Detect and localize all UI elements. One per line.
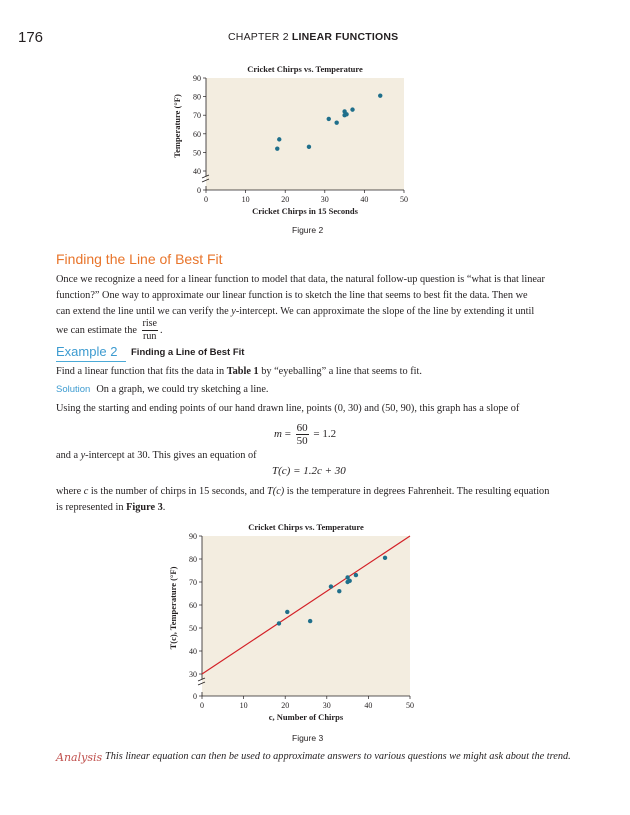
using-line: Using the starting and ending points of our hand drawn line, points (0, 30) and (50, 90), this graph has a slope of	[56, 403, 520, 414]
header-title: LINEAR FUNCTIONS	[291, 31, 399, 43]
y-tick-label: 90	[193, 74, 201, 83]
data-point	[277, 137, 281, 141]
solution-line: Solution On a graph, we could try sketching a line.	[56, 384, 269, 395]
y-tick-label: 60	[193, 129, 201, 139]
intercept-line: and a y-intercept at 30. This gives an equation of	[56, 450, 257, 461]
figure-3-caption: Figure 3	[292, 733, 324, 743]
plot-background	[206, 78, 404, 190]
example-label: Example 2	[56, 344, 118, 359]
para-line: we can estimate the $\frac{\text{rise}}{\text{run}}$ .	[56, 318, 163, 342]
x-tick-label: 0	[204, 195, 208, 204]
y-tick-label: 70	[189, 578, 197, 587]
para-line: Once we recognize a need for a linear function to model that data, the natural follow-up question is “what is that linear	[56, 274, 545, 285]
x-tick-label: 50	[400, 195, 408, 204]
x-axis-label: Cricket Chirps in 15 Seconds	[252, 206, 358, 216]
y-tick-label: 80	[193, 92, 201, 102]
y-axis-label: Temperature (°F)	[172, 94, 182, 158]
x-tick-label: 10	[239, 701, 248, 710]
para-line: function?” One way to approximate our linear function is to sketch the line that seems to best fit the data. Then we	[56, 290, 528, 301]
data-point	[307, 145, 311, 149]
data-point	[308, 619, 312, 623]
linear-equation: T(c) = 1.2c + 30	[272, 465, 346, 477]
y-tick-label: 50	[189, 624, 197, 633]
x-tick-label: 0	[200, 701, 204, 710]
x-tick-label: 40	[364, 701, 373, 710]
data-point	[345, 580, 349, 584]
analysis-label: Analysis	[56, 751, 103, 764]
data-point	[329, 584, 333, 588]
data-point	[275, 146, 279, 150]
y-tick-label: 0	[193, 692, 197, 701]
slope-equation: m = $\frac{60}{50}$ = 1.2	[274, 422, 337, 447]
data-point	[354, 573, 358, 577]
x-tick-label: 10	[241, 195, 250, 204]
figure-3-scatter-chart	[168, 518, 428, 728]
data-point	[334, 120, 338, 124]
y-tick-label: 60	[189, 601, 197, 610]
data-point	[342, 109, 346, 113]
figure-2-scatter-chart	[168, 60, 428, 220]
y-axis-label: T(c), Temperature (°F)	[168, 566, 178, 650]
y-tick-label: 70	[193, 111, 201, 121]
y-tick-label: 0	[197, 186, 201, 195]
data-point	[350, 107, 354, 111]
where-paragraph: where c is the number of chirps in 15 seconds, and T(c) is the temperature in degrees Fahrenheit. The resulting equation is represented in Figure 3.	[56, 486, 550, 513]
data-point	[345, 575, 349, 579]
y-tick-label: 90	[189, 532, 197, 541]
example-prompt: Find a linear function that fits the data in Table 1 by “eyeballing” a line that seems to fit.	[56, 366, 422, 377]
running-header	[228, 31, 398, 43]
section-heading: Finding the Line of Best Fit	[56, 251, 223, 267]
chart-title: Cricket Chirps vs. Temperature	[248, 522, 364, 532]
x-tick-label: 20	[281, 195, 290, 204]
para-line: can extend the line until we can verify the y-intercept. We can approximate the slope of the line by extending it until	[56, 306, 535, 317]
page-number: 176	[18, 29, 44, 46]
data-point	[285, 610, 289, 614]
y-tick-label: 50	[193, 148, 201, 158]
y-tick-label: 40	[189, 647, 197, 656]
section-paragraph	[56, 272, 572, 343]
x-tick-label: 30	[320, 195, 329, 204]
data-point	[337, 589, 341, 593]
data-point	[327, 117, 331, 121]
y-tick-label: 40	[193, 167, 201, 176]
chart-title: Cricket Chirps vs. Temperature	[247, 64, 363, 74]
plot-background	[202, 536, 410, 696]
data-point	[277, 621, 281, 625]
x-tick-label: 40	[360, 195, 369, 204]
solution-label: Solution	[56, 384, 91, 395]
header-chapter: CHAPTER 2	[228, 31, 289, 43]
data-point	[383, 556, 387, 560]
x-tick-label: 50	[406, 701, 414, 710]
y-tick-label: 30	[189, 670, 197, 679]
example-title: Finding a Line of Best Fit	[131, 347, 245, 358]
data-point	[378, 93, 382, 97]
x-tick-label: 30	[322, 701, 331, 710]
analysis-text: This linear equation can then be used to approximate answers to various questions we might ask about the trend.	[105, 751, 571, 762]
figure-2-caption: Figure 2	[292, 225, 324, 235]
rise-over-run-fraction: $\frac{\text{rise}}{\text{run}}$	[142, 318, 157, 342]
x-tick-label: 20	[281, 701, 290, 710]
y-tick-label: 80	[189, 555, 197, 564]
x-axis-label: c, Number of Chirps	[268, 712, 344, 722]
